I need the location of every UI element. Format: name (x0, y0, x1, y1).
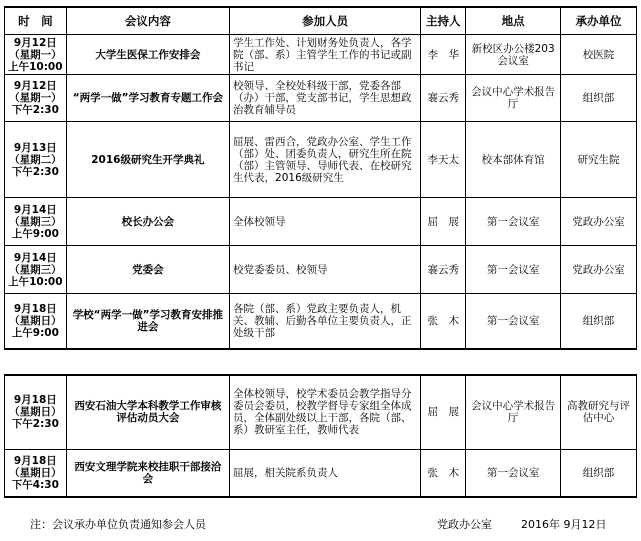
table-row (5, 75, 637, 122)
meeting-place: 会议中心学术报告厅 (466, 75, 561, 122)
meeting-participants: 全体校领导 (230, 198, 421, 246)
meeting-date: 9月14日 (13, 251, 57, 264)
header-topic: 会议内容 (66, 7, 229, 35)
footer-office: 党政办公室 (437, 518, 492, 531)
meeting-participants: 全体校领导，校学术委员会教学指导分委员会委员，校教学督导专家组全体成员，全体副处级以上干部，各院（部、系）教研室主任，教师代表 (230, 375, 421, 449)
meeting-date: 9月12日 (13, 80, 57, 92)
meeting-participants: 学生工作处、计划财务处负责人，各学院（部、系）主管学生工作的书记或副书记 (230, 35, 421, 75)
table-row (5, 246, 637, 294)
meeting-organizer: 党政办公室 (560, 246, 636, 294)
time-cell (5, 246, 67, 294)
table-row (5, 122, 637, 198)
footer-date: 2016年 9月12日 (521, 518, 607, 531)
meeting-organizer: 高教研究与评估中心 (560, 375, 636, 449)
time-cell (5, 122, 67, 198)
meeting-clock: 上午9:00 (11, 326, 59, 339)
meeting-weekday: （星期三） (9, 263, 62, 276)
meeting-weekday: （星期二） (9, 153, 62, 166)
footer-note: 注：会议承办单位负责通知参会人员 (30, 518, 206, 531)
meeting-host: 张 木 (421, 449, 466, 497)
table-row (5, 375, 637, 449)
meeting-date: 9月12日 (13, 36, 57, 49)
header-row (5, 7, 637, 35)
meeting-topic: “两学一做”学习教育专题工作会 (66, 75, 229, 122)
meeting-organizer: 校医院 (560, 35, 636, 75)
meeting-date: 9月14日 (13, 203, 57, 216)
meeting-weekday: （星期一） (9, 48, 62, 61)
header-place: 地点 (466, 7, 561, 35)
meeting-participants: 校党委委员、校领导 (230, 246, 421, 294)
meeting-participants: 屈展，相关院系负责人 (230, 449, 421, 497)
header-organizer: 承办单位 (560, 7, 636, 35)
meeting-participants: 校领导、全校处科级干部，党委各部（办）干部，党支部书记，学生思想政治教育辅导员 (230, 75, 421, 122)
meeting-topic: 西安文理学院来校挂职干部接洽会 (66, 449, 229, 497)
meeting-host: 李 华 (421, 35, 466, 75)
meeting-host: 张 木 (421, 294, 466, 349)
table-row (5, 35, 637, 75)
header-host: 主持人 (421, 7, 466, 35)
meeting-date: 9月18日 (13, 454, 57, 467)
meeting-place: 第一会议室 (466, 294, 561, 349)
meeting-place: 第一会议室 (466, 449, 561, 497)
meeting-place: 第一会议室 (466, 246, 561, 294)
meeting-clock: 下午4:30 (11, 478, 59, 491)
meeting-date: 9月18日 (13, 394, 57, 407)
time-cell (5, 35, 67, 75)
meeting-host: 李天太 (421, 122, 466, 198)
meeting-organizer: 研究生院 (560, 122, 636, 198)
meeting-participants: 屈展、雷西合，党政办公室、学生工作（部）处、团委负责人，研究生所在院（部）主管领导、导师代表、在校研究生代表，2016级研究生 (230, 122, 421, 198)
time-cell (5, 75, 67, 122)
table-row (5, 449, 637, 497)
time-cell (5, 449, 67, 497)
meeting-place: 第一会议室 (466, 198, 561, 246)
meeting-topic: 党委会 (66, 246, 229, 294)
header-participants: 参加人员 (230, 7, 421, 35)
meeting-weekday: （星期日） (9, 406, 62, 419)
meeting-topic: 大学生医保工作安排会 (66, 35, 229, 75)
meeting-weekday: （星期三） (9, 215, 62, 228)
meeting-organizer: 组织部 (560, 294, 636, 349)
meeting-place: 会议中心学术报告厅 (466, 375, 561, 449)
meeting-clock: 下午2:30 (11, 104, 59, 116)
meeting-clock: 下午2:30 (11, 418, 59, 431)
schedule-table-top (4, 6, 637, 350)
meeting-participants: 各院（部、系）党政主要负责人，机关、教辅、后勤各单位主要负责人，正处级干部 (230, 294, 421, 349)
meeting-topic: 西安石油大学本科教学工作审核评估动员大会 (66, 375, 229, 449)
meeting-clock: 上午10:00 (8, 60, 63, 73)
meeting-place: 新校区办公楼203会议室 (466, 35, 561, 75)
time-cell (5, 375, 67, 449)
meeting-organizer: 组织部 (560, 75, 636, 122)
meeting-clock: 下午2:30 (11, 165, 59, 178)
meeting-weekday: （星期一） (9, 92, 62, 104)
meeting-topic: 校长办公会 (66, 198, 229, 246)
header-time: 时 间 (5, 7, 67, 35)
meeting-clock: 上午10:00 (8, 275, 63, 288)
meeting-weekday: （星期日） (9, 314, 62, 327)
meeting-host: 屈 展 (421, 375, 466, 449)
meeting-clock: 上午9:00 (11, 227, 59, 240)
meeting-organizer: 组织部 (560, 449, 636, 497)
meeting-host: 褰云秀 (421, 246, 466, 294)
meeting-date: 9月18日 (13, 302, 57, 315)
meeting-host: 屈 展 (421, 198, 466, 246)
table-row (5, 294, 637, 349)
meeting-topic: 2016级研究生开学典礼 (66, 122, 229, 198)
meeting-organizer: 党政办公室 (560, 198, 636, 246)
time-cell (5, 198, 67, 246)
meeting-host: 褰云秀 (421, 75, 466, 122)
meeting-date: 9月13日 (13, 141, 57, 154)
meeting-place: 校本部体育馆 (466, 122, 561, 198)
meeting-weekday: （星期日） (9, 466, 62, 479)
time-cell (5, 294, 67, 349)
schedule-table-bottom (4, 374, 637, 498)
meeting-topic: 学校“两学一做”学习教育安排推进会 (66, 294, 229, 349)
table-row (5, 198, 637, 246)
